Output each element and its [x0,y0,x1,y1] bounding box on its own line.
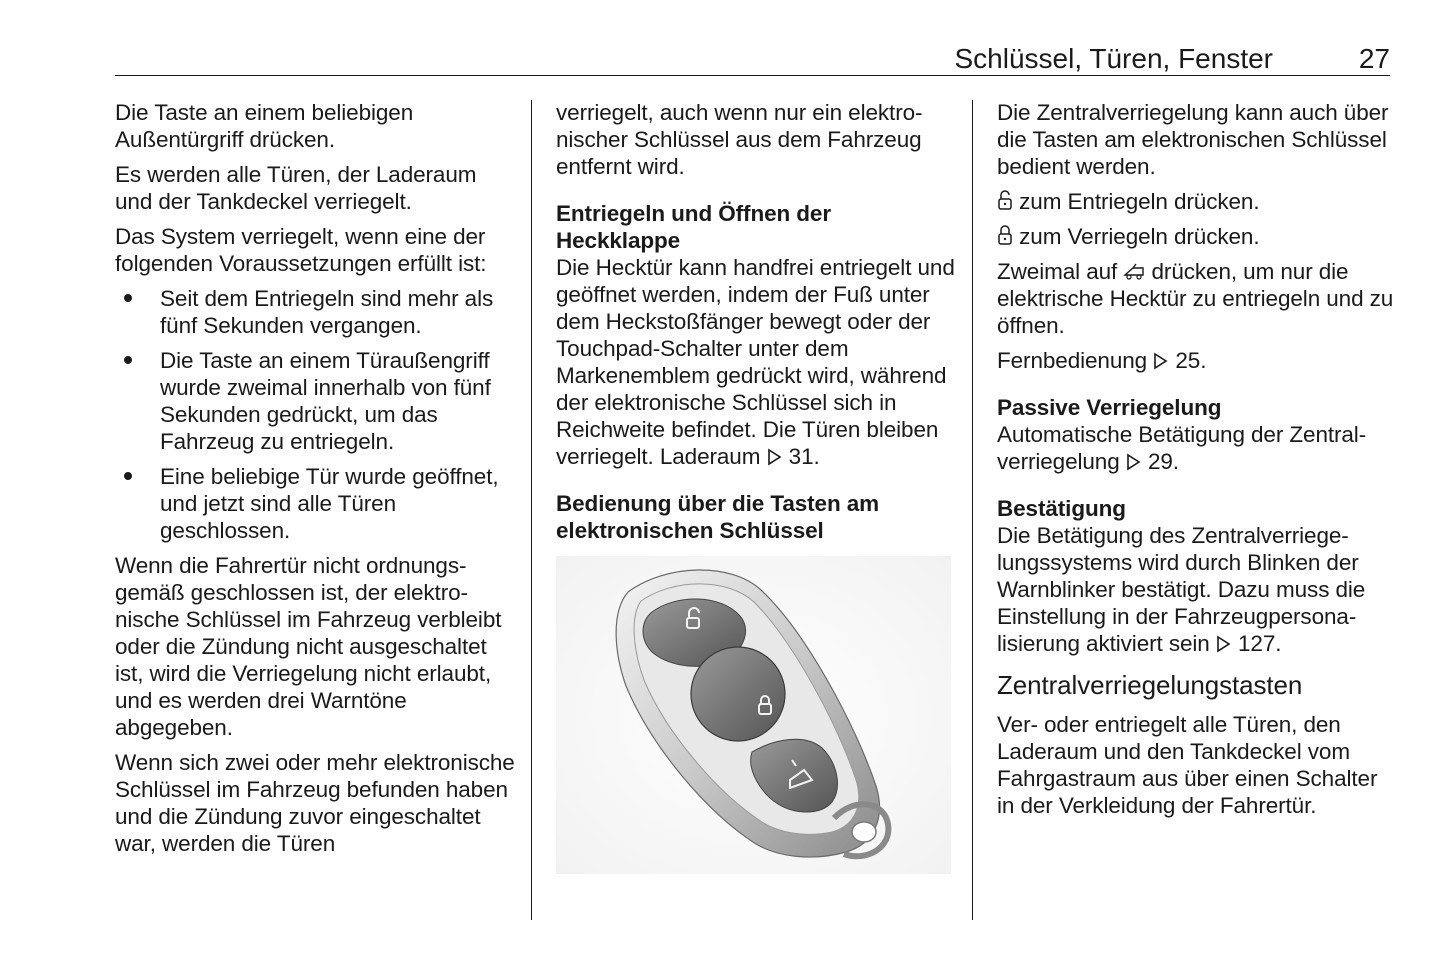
keyfob-illustration [556,556,951,874]
page-number: 27 [1358,43,1390,74]
column-1 [115,99,515,865]
paragraph: Ver- oder entriegelt alle Türen, den Laderaum und den Tankdeckel vom Fahrgastraum aus über einen Schalter in der Verkleidung der Fahrertür. [997,712,1378,818]
page-reference: 29. [1147,449,1179,474]
column-2 [556,99,956,880]
column-divider-1 [531,100,532,920]
section-heading: Bedienung über die Tasten am elektronischen Schlüssel [556,491,880,543]
paragraph: Das System verriegelt, wenn eine der folgenden Voraussetzungen erfüllt ist: [115,224,487,276]
paragraph: Wenn sich zwei oder mehr elektronische Schlüssel im Fahrzeug befunden haben und die Zündung zuvor eingeschaltet war, werden die Türen [115,750,515,856]
page-reference: 31. [788,444,820,469]
header-rule [115,75,1390,76]
tailgate-icon [1123,263,1145,281]
list-item: Eine beliebige Tür wurde geöffnet, und jetzt sind alle Türen geschlossen. [115,463,515,544]
ref-arrow-icon [1153,352,1169,370]
column-divider-2 [972,100,973,920]
paragraph-text: Fernbedienung [997,348,1148,373]
chapter-title: Schlüssel, Türen, Fenster [954,43,1273,74]
paragraph-text: Die Betätigung des Zentralverriegelungssystems wird durch Blinken der Warnblinker bestätigt. Dazu muss die Einstellung in der Fahrzeugpersonalisierung aktiviert sein [997,523,1366,656]
paragraph: Die Zentralverriegelung kann auch über die Tasten am elektronischen Schlüssel bedient werden. [997,100,1389,179]
paragraph-text: Die Hecktür kann handfrei entriegelt und geöffnet werden, indem der Fuß unter dem Heckstoßfänger bewegt oder der Touchpad-Schalter unter dem Markenemblem gedrückt wird, während der elektronische Schlüssel sich in Reichweite befindet. Die Türen bleiben verriegelt. Laderaum [556,255,955,469]
list-item: Seit dem Entriegeln sind mehr als fünf Sekunden vergangen. [115,285,515,339]
paragraph [997,421,1397,475]
paragraph [997,258,1397,339]
paragraph: Die Taste an einem beliebigen Außentürgriff drücken. [115,100,414,152]
paragraph: verriegelt, auch wenn nur ein elektronischer Schlüssel aus dem Fahrzeug entfernt wird. [556,100,923,179]
paragraph-text: Zweimal auf [997,259,1118,284]
section-heading: Bestätigung [997,496,1126,521]
paragraph [997,223,1397,250]
paragraph-text: zum Verriegeln drücken. [1019,224,1260,249]
paragraph [556,254,956,470]
page-header [115,42,1390,76]
section-title: Zentralverriegelungstasten [997,670,1303,700]
paragraph: Wenn die Fahrertür nicht ordnungsgemäß geschlossen ist, der elektronische Schlüssel im Fahrzeug verbleibt oder die Zündung nicht ausgeschaltet ist, wird die Verriegelung nicht erlaubt, und es werden drei Warntöne abgegeben. [115,553,502,740]
paragraph-text: drücken, um nur die elektrische Hecktür zu entriegeln und zu öffnen. [997,259,1394,338]
page-reference: 25. [1175,348,1207,373]
paragraph [997,347,1397,374]
section-heading: Passive Verriegelung [997,395,1222,420]
list-item: Die Taste an einem Türaußengriff wurde zweimal innerhalb von fünf Sekunden gedrückt, um das Fahrzeug zu entriegeln. [115,347,515,455]
ref-arrow-icon [767,448,783,466]
condition-list [115,285,515,544]
paragraph-text: zum Entriegeln drücken. [1019,189,1260,214]
page-reference: 127. [1238,631,1282,656]
unlock-icon [997,189,1013,211]
paragraph [997,188,1397,215]
lock-icon [997,224,1013,246]
column-3 [997,99,1397,827]
paragraph-text: Automatische Betätigung der Zentralverriegelung [997,422,1367,474]
ref-arrow-icon [1126,453,1142,471]
section-heading: Entriegeln und Öffnen der Heckklappe [556,201,832,253]
ref-arrow-icon [1216,635,1232,653]
paragraph [997,522,1397,657]
paragraph: Es werden alle Türen, der Laderaum und der Tankdeckel verriegelt. [115,162,477,214]
